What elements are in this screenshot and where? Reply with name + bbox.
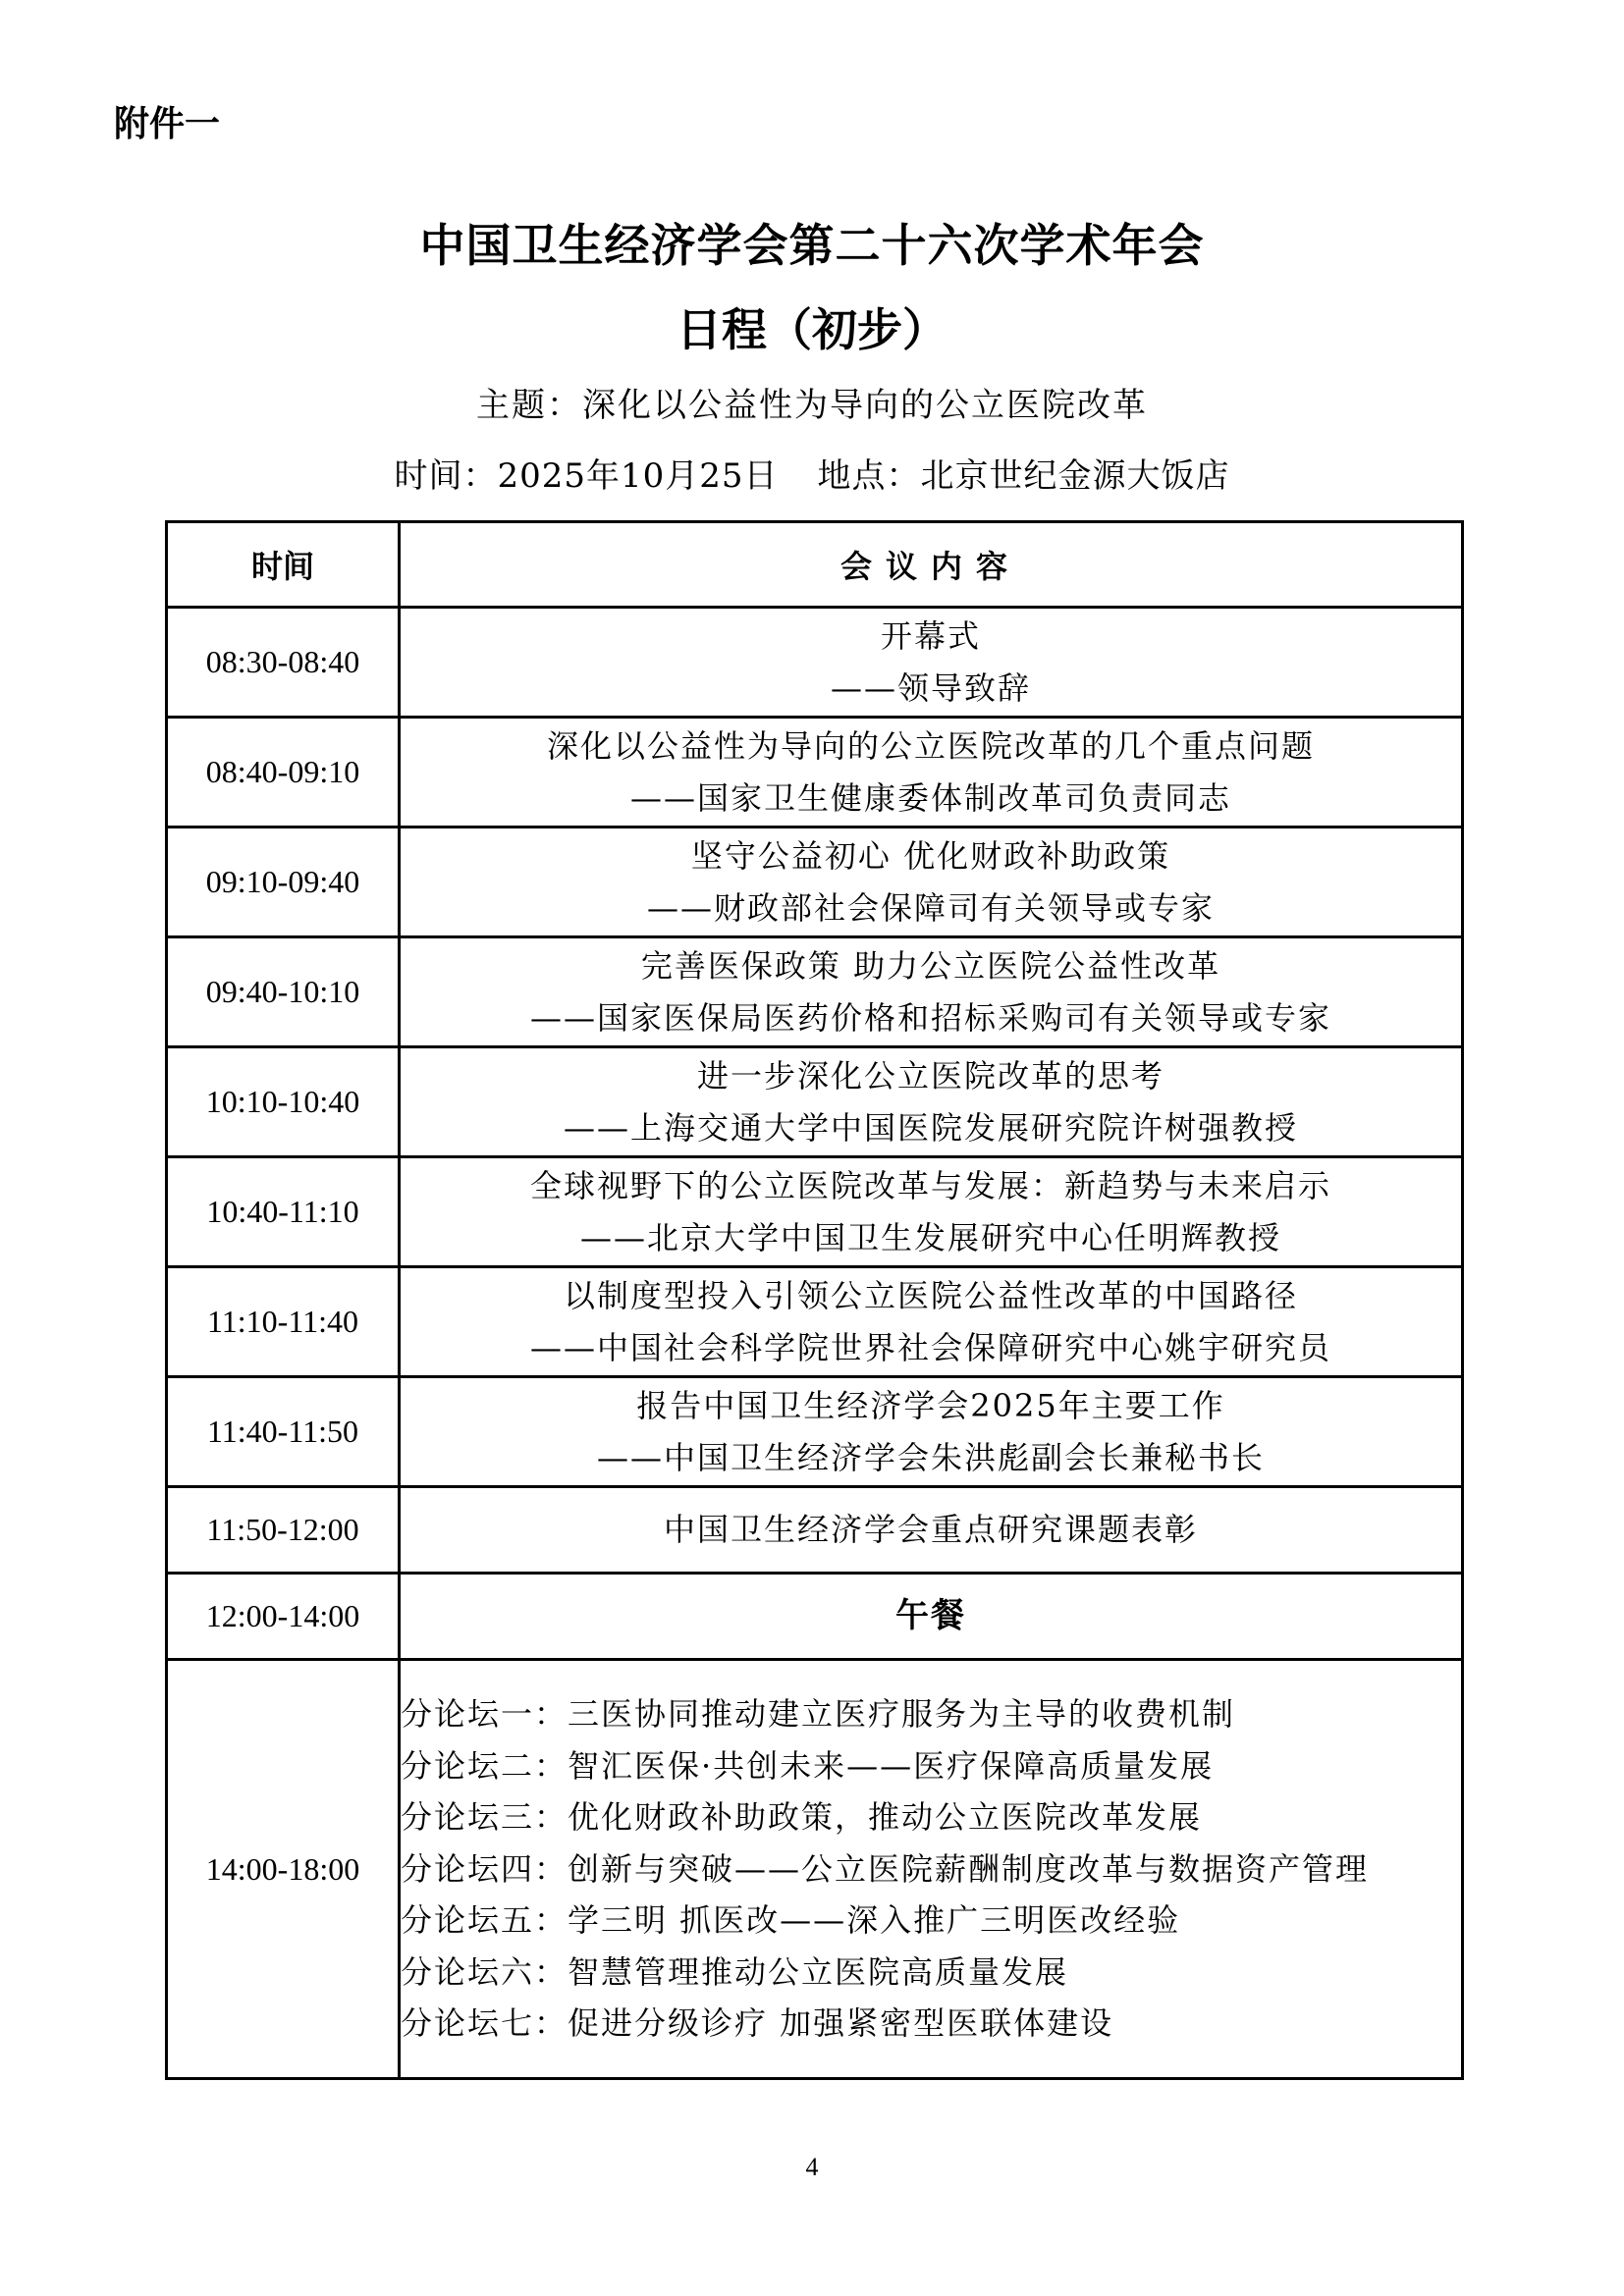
session-speaker: ——上海交通大学中国医院发展研究院许树强教授 [563,1108,1298,1147]
session-speaker: ——领导致辞 [830,668,1031,707]
session-time: 09:10-09:40 [167,828,400,937]
session-title: 报告中国卫生经济学会2025年主要工作 [636,1386,1225,1424]
table-row [167,1574,1463,1660]
session-title: 开幕式 [880,616,981,655]
session-time: 09:40-10:10 [167,937,400,1047]
session-content [400,1267,1463,1377]
header-time: 时间 [167,522,400,608]
session-speaker: ——中国卫生经济学会朱洪彪副会长兼秘书长 [596,1438,1265,1476]
session-title: 全球视野下的公立医院改革与发展：新趋势与未来启示 [529,1166,1331,1204]
page-number: 4 [805,2153,819,2181]
time-location-line [0,449,1624,497]
session-time: 11:40-11:50 [167,1377,400,1487]
session-content [400,608,1463,718]
session-content [400,718,1463,828]
document-title: 中国卫生经济学会第二十六次学术年会 [419,219,1205,272]
session-time: 14:00-18:00 [167,1660,400,2079]
session-time: 10:40-11:10 [167,1157,400,1267]
session-speaker: ——中国社会科学院世界社会保障研究中心姚宇研究员 [529,1328,1331,1366]
session-content [400,1377,1463,1487]
session-title: 深化以公益性为导向的公立医院改革的几个重点问题 [546,726,1315,765]
session-title: 以制度型投入引领公立医院公益性改革的中国路径 [563,1276,1298,1314]
session-title: 完善医保政策 助力公立医院公益性改革 [640,946,1221,985]
event-time: 时间：2025年10月25日 [394,456,779,496]
forum-item: 分论坛五：学三明 抓医改——深入推广三明医改经验 [401,1901,1181,1940]
document-subtitle: 日程（初步） [677,303,947,356]
session-time: 10:10-10:40 [167,1047,400,1157]
table-row [167,1267,1463,1377]
table-header-row [167,522,1463,608]
table-row [167,1660,1463,2079]
lunch-label: 午餐 [895,1596,966,1635]
event-location: 地点：北京世纪金源大饭店 [817,456,1230,496]
table-row [167,828,1463,937]
session-title: 中国卫生经济学会重点研究课题表彰 [663,1511,1198,1548]
session-time: 08:40-09:10 [167,718,400,828]
session-speaker: ——国家医保局医药价格和招标采购司有关领导或专家 [529,998,1331,1037]
forums-list [400,1660,1463,2079]
table-row [167,1487,1463,1574]
forum-item: 分论坛二：智汇医保·共创未来——医疗保障高质量发展 [401,1746,1215,1785]
session-content [400,1574,1463,1660]
session-content [400,828,1463,937]
header-content: 会议内容 [400,522,1463,608]
table-row [167,1157,1463,1267]
session-time: 12:00-14:00 [167,1574,400,1660]
table-row [167,608,1463,718]
session-content [400,1487,1463,1574]
forum-item: 分论坛四：创新与突破——公立医院薪酬制度改革与数据资产管理 [401,1849,1370,1888]
session-time: 11:10-11:40 [167,1267,400,1377]
session-time: 08:30-08:40 [167,608,400,718]
session-content [400,937,1463,1047]
forum-item: 分论坛一：三医协同推动建立医疗服务为主导的收费机制 [401,1695,1236,1734]
table-row [167,1377,1463,1487]
table-row [167,937,1463,1047]
session-title: 坚守公益初心 优化财政补助政策 [690,836,1171,875]
session-content [400,1047,1463,1157]
session-speaker: ——北京大学中国卫生发展研究中心任明辉教授 [579,1218,1281,1256]
forum-item: 分论坛六：智慧管理推动公立医院高质量发展 [401,1952,1069,1991]
theme-line: 主题：深化以公益性为导向的公立医院改革 [476,386,1148,425]
session-content [400,1157,1463,1267]
session-time: 11:50-12:00 [167,1487,400,1574]
attachment-label: 附件一 [114,104,221,144]
forum-item: 分论坛七：促进分级诊疗 加强紧密型医联体建设 [401,2004,1114,2043]
session-speaker: ——财政部社会保障司有关领导或专家 [646,888,1215,927]
table-row [167,718,1463,828]
session-title: 进一步深化公立医院改革的思考 [696,1056,1164,1095]
schedule-table [165,520,1464,2080]
forum-item: 分论坛三：优化财政补助政策，推动公立医院改革发展 [401,1798,1203,1837]
session-speaker: ——国家卫生健康委体制改革司负责同志 [629,778,1231,817]
table-row [167,1047,1463,1157]
